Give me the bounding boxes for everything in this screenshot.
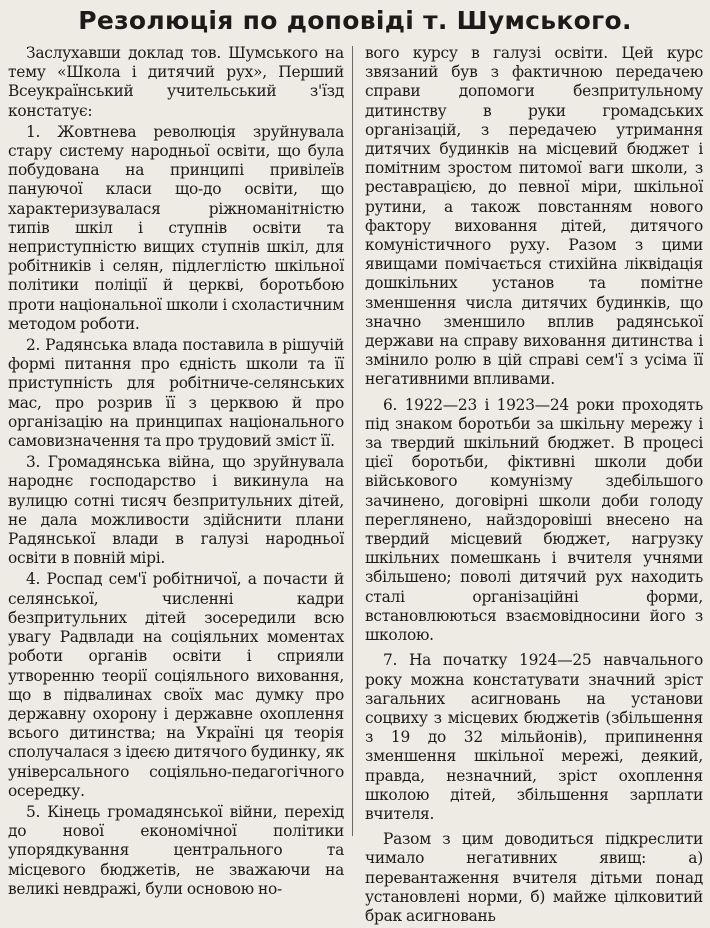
paragraph-3: 3. Громадянська війна, що зруйнувала народнє господарство і викинула на вулицю сотні тисяч безпритульних дітей, не дала можливости здійснити плани Радянської влади в галузі народньої освіти в повній мірі. <box>8 453 344 568</box>
page-title: Резолюція по доповіді т. Шумського. <box>78 6 632 35</box>
paragraph-5-continued: вого курсу в галузі освіти. Цей курс звязаний був з фактичною передачею справи допомоги безпритульному дитинству в руки громадських організацій, з передачею утримання дитячих будинків на місцевий бюджет і помітним зростом питомої ваги школи, з реставрацією, до певної міри, шкільної рутини, а також повстанням нового фактору виховання дітей, дитячого комуністичного руху. Разом з цими явищами помічається стихійна ліквідація дошкільних установ та помітне зменшення числа дитячих будинків, що значно зменшило вплив радянської держави на справу виховання дитинства і змінило ролю в цій справі сем'ї з усіма її негативними впливами. <box>365 44 703 389</box>
paragraph-2: 2. Радянська влада поставила в рішучій формі питання про єдність школи та її приступність для робітниче-селянських мас, про розрив її з церквою й про організацію на принципах національного самовизначення та про трудовий зміст її. <box>8 336 344 451</box>
right-column <box>365 44 703 928</box>
paragraph-8: Разом з цим доводиться підкреслити чимало негативних явищ: а) перевантаження вчителя дітьми понад установлені норми, б) майже цілковитий брак асигновань <box>365 830 703 925</box>
paragraph-1: 1. Жовтнева революція зруйнувала стару систему народньої освіти, що була побудована на принципі привілеїв пануючої класи що-до освіти, що характеризувалася ріжноманітністю типів шкіл і ступнів освіти та неприступністю вищих ступнів шкіл, для робітників і селян, підлеглістю шкільної політики поліції й церкві, боротьбою проти національної школи і схоластичним методом роботи. <box>8 122 344 333</box>
left-column <box>8 44 344 901</box>
paragraph-7: 7. На початку 1924—25 навчального року можна констатувати значний зріст загальних асигновань на установи соцвиху з місцевих бюджетів (збільшення з 19 до 32 мільйонів), припинення зменшення шкільної мережі, деякий, правда, незначний, зріст охоплення школою дітей, збільшення зарплати вчителя. <box>365 651 703 823</box>
paragraph-5: 5. Кінець громадянської війни, перехід до нової економічної політики упорядкування центрального та місцевого бюджетів, не зважаючи на великі невдражі, були основою но- <box>8 802 344 898</box>
intro-paragraph: Заслухавши доклад тов. Шумського на тему «Школа і дитячий рух», Перший Всеукраїнський учительський з'їзд констатує: <box>8 44 344 120</box>
paragraph-4: 4. Роспад сем'ї робітничої, а почасти й селянської, численні кадри безпритульних дітей зосередили всю увагу Радвлади на соціяльних моментах роботи органів освіти і сприяли утворенню теорії соціяльного виховання, що в підвалинах своїх мас думку про державну охорону і державне охоплення всього дитинства; на Україні ця теорія сполучалася з ідеєю дитячого будинку, як універсального соціяльно-педагогічного осередку. <box>8 570 344 800</box>
column-divider <box>352 46 353 836</box>
paragraph-6: 6. 1922—23 і 1923—24 роки проходять під знаком боротьби за шкільну мережу і за твердий шкільний бюджет. В процесі цієї боротьби, фіктивні школи доби військового комунізму здебільшого зачинено, договірні школи доби голоду переглянено, найздоровіші внесено на твердий місцевий бюджет, нагрузку шкільних помешкань і вчителя учнями збільшено; поволі дитячий рух находить сталі організаційні форми, встановлюються взаємовідносини його з школою. <box>365 395 703 645</box>
